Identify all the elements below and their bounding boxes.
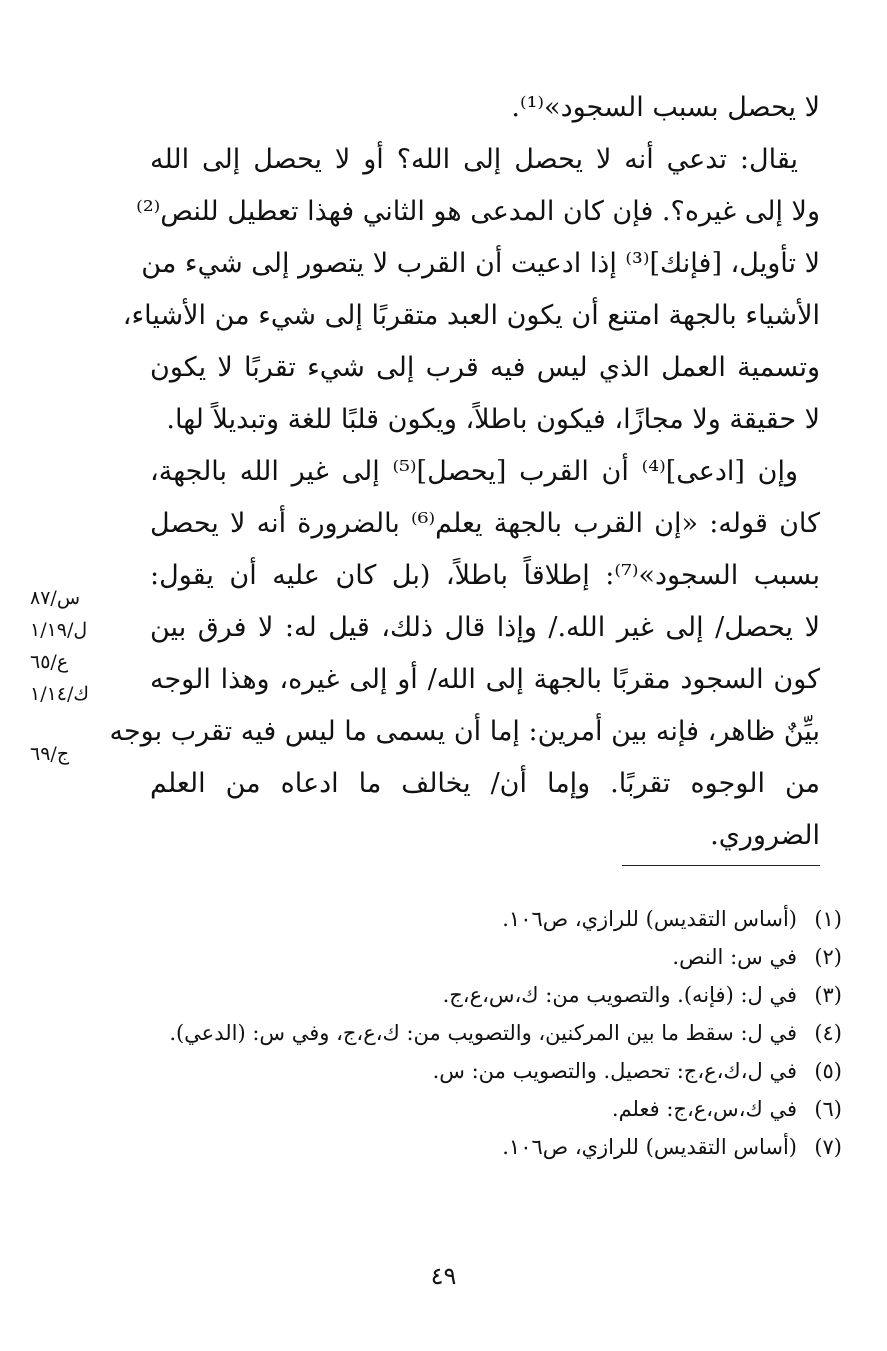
footnote: [150, 976, 842, 1014]
footnote-text: في س: النص.: [672, 945, 797, 969]
text-line: وتسمية العمل الذي ليس فيه قرب إلى شيء تقربًا لا يكون: [150, 352, 820, 383]
page-number: ٤٩: [430, 1262, 457, 1290]
footnote: [150, 1090, 842, 1128]
margin-note: ل/١/١٩: [30, 619, 88, 641]
text-line: كون السجود مقربًا بالجهة إلى الله/ أو إلى غيره، وهذا الوجه: [150, 664, 820, 695]
footnote-text: (أساس التقديس) للرازي، ص١٠٦.: [502, 907, 797, 931]
footnote-text: في ك،س،ع،ج: فعلم.: [611, 1097, 797, 1121]
text-line: الضروري.: [710, 820, 820, 851]
text-line: من الوجوه تقربًا. وإما أن/ يخالف ما ادعاه من العلم: [150, 768, 820, 799]
footnote-number: (١): [814, 907, 842, 931]
text-line: كان قوله: «إن القرب بالجهة يعلم⁽⁶⁾ بالضرورة أنه لا يحصل: [150, 508, 820, 539]
footnotes: [150, 900, 842, 1166]
margin-note: ع/٦٥: [30, 651, 69, 673]
footnote: [150, 1014, 842, 1052]
footnote-number: (٤): [814, 1021, 842, 1045]
footnote-text: في ل: سقط ما بين المركنين، والتصويب من: ك،ع،ج، وفي س: (الدعي).: [169, 1021, 797, 1045]
text-line: لا حقيقة ولا مجازًا، فيكون باطلاً، ويكون قلبًا للغة وتبديلاً لها.: [166, 404, 820, 435]
text-line: بسبب السجود»⁽⁷⁾: إطلاقاً باطلاً، (بل كان عليه أن يقول:: [150, 560, 820, 591]
footnote-number: (٧): [814, 1135, 842, 1159]
text-line: الأشياء بالجهة امتنع أن يكون العبد متقربًا إلى شيء من الأشياء،: [122, 300, 820, 331]
margin-note: ج/٦٩: [30, 743, 70, 765]
footnote-text: في ل: (فإنه). والتصويب من: ك،س،ع،ج.: [442, 983, 797, 1007]
text-line: وإن [ادعى]⁽⁴⁾ أن القرب [يحصل]⁽⁵⁾ إلى غير الله بالجهة،: [150, 456, 798, 487]
footnote: [150, 900, 842, 938]
footnote: [150, 1052, 842, 1090]
footnote-number: (٦): [814, 1097, 842, 1121]
footnote-number: (٥): [814, 1059, 842, 1083]
text-line: يقال: تدعي أنه لا يحصل إلى الله؟ أو لا يحصل إلى الله: [150, 144, 798, 175]
footnote-number: (٣): [814, 983, 842, 1007]
footnote-text: (أساس التقديس) للرازي، ص١٠٦.: [502, 1135, 797, 1159]
text-line: ولا إلى غيره؟. فإن كان المدعى هو الثاني فهذا تعطيل للنص⁽²⁾: [136, 196, 820, 227]
manuscript-margin-notes: [30, 582, 120, 770]
text-line: لا تأويل، [فإنك]⁽³⁾ إذا ادعيت أن القرب لا يتصور إلى شيء من: [141, 248, 820, 279]
text-line: لا يحصل بسبب السجود»⁽¹⁾.: [511, 92, 820, 123]
text-line: لا يحصل/ إلى غير الله./ وإذا قال ذلك، قيل له: لا فرق بين: [150, 612, 820, 643]
footnote-separator: [622, 865, 820, 866]
footnote: [150, 938, 842, 976]
main-text: [109, 82, 820, 862]
margin-note: س/٨٧: [30, 587, 81, 609]
footnote-number: (٢): [814, 945, 842, 969]
footnote-text: في ل،ك،ع،ج: تحصيل. والتصويب من: س.: [432, 1059, 797, 1083]
margin-note: ك/١/١٤: [30, 683, 90, 705]
text-line: بيِّنٌ ظاهر، فإنه بين أمرين: إما أن يسمى ما ليس فيه تقرب بوجه: [109, 716, 820, 747]
footnote: [150, 1128, 842, 1166]
